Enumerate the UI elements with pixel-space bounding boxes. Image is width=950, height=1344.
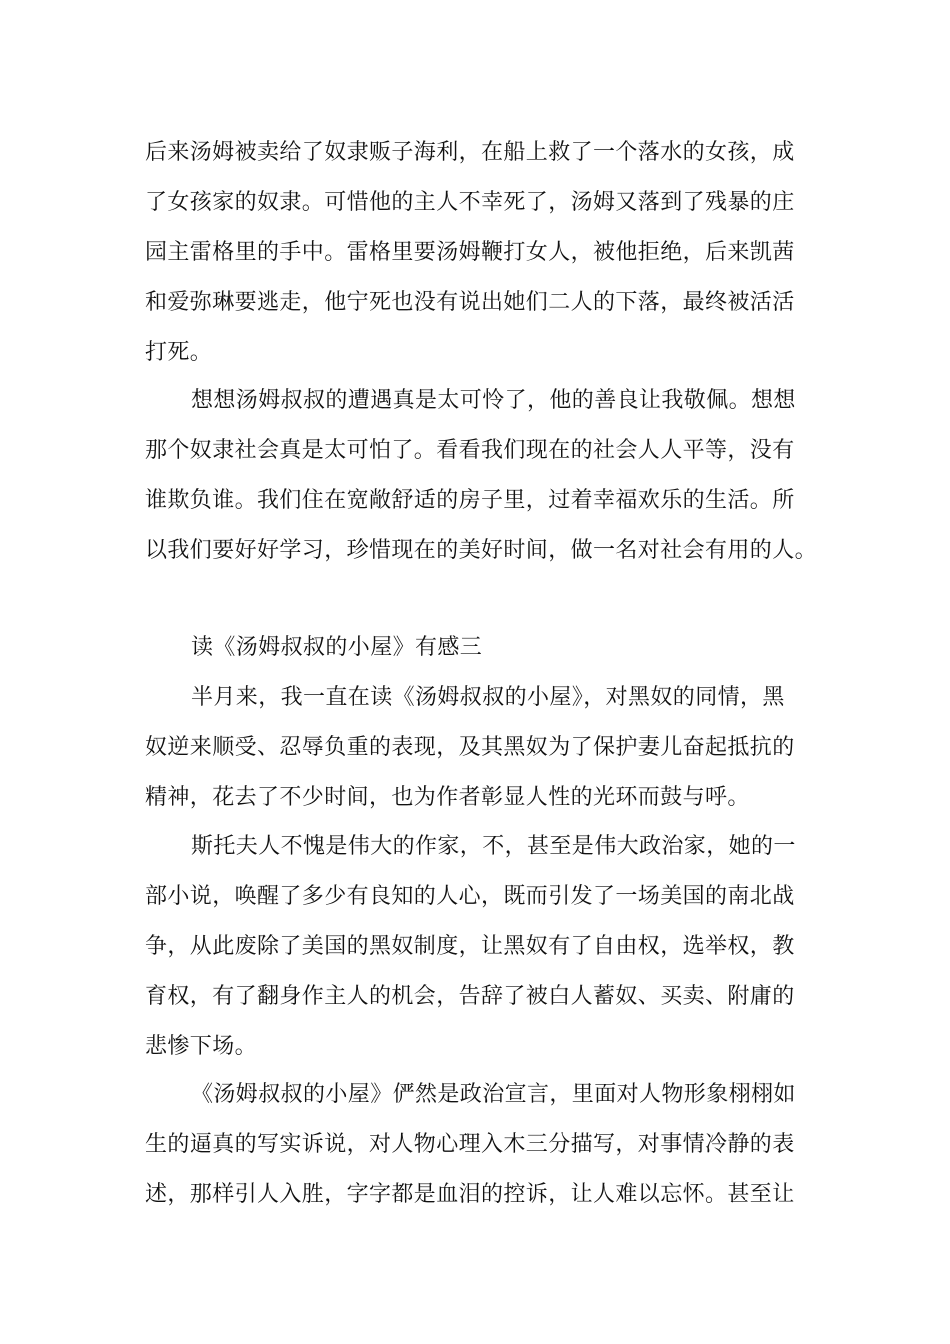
heading-text: 读《汤姆叔叔的小屋》有感三 <box>191 635 483 660</box>
text-line: 后来汤姆被卖给了奴隶贩子海利，在船上救了一个落水的女孩，成 <box>145 140 795 165</box>
text-line: 想想汤姆叔叔的遭遇真是太可怜了，他的善良让我敬佩。想想 <box>191 388 796 413</box>
paragraph-5 <box>145 1070 825 1220</box>
paragraph-2 <box>145 376 825 576</box>
text-line: 奴逆来顺受、忍辱负重的表现，及其黑奴为了保护妻儿奋起抵抗的 <box>145 735 795 760</box>
text-line: 悲惨下场。 <box>145 1034 258 1059</box>
text-line: 谁欺负谁。我们住在宽敞舒适的房子里，过着幸福欢乐的生活。所 <box>145 488 795 513</box>
text-line: 斯托夫人不愧是伟大的作家，不，甚至是伟大政治家，她的一 <box>191 834 796 859</box>
text-line: 以我们要好好学习，珍惜现在的美好时间，做一名对社会有用的人。 <box>145 538 818 563</box>
text-line: 部小说，唤醒了多少有良知的人心，既而引发了一场美国的南北战 <box>145 884 795 909</box>
text-line: 那个奴隶社会真是太可怕了。看看我们现在的社会人人平等，没有 <box>145 438 795 463</box>
text-line: 精神，花去了不少时间，也为作者彰显人性的光环而鼓与呼。 <box>145 785 750 810</box>
text-line: 半月来，我一直在读《汤姆叔叔的小屋》，对黑奴的同情，黑 <box>191 685 785 710</box>
text-line: 生的逼真的写实诉说，对人物心理入木三分描写，对事情冷静的表 <box>145 1132 795 1157</box>
text-line: 和爱弥琳要逃走，他宁死也没有说出她们二人的下落，最终被活活 <box>145 290 795 315</box>
text-line: 打死。 <box>145 340 213 365</box>
paragraph-3 <box>145 673 825 823</box>
text-line: 述，那样引人入胜，字字都是血泪的控诉，让人难以忘怀。甚至让 <box>145 1182 795 1207</box>
text-line: 了女孩家的奴隶。可惜他的主人不幸死了，汤姆又落到了残暴的庄 <box>145 190 795 215</box>
text-line: 争，从此废除了美国的黑奴制度，让黑奴有了自由权，选举权，教 <box>145 934 795 959</box>
text-line: 育权，有了翻身作主人的机会，告辞了被白人蓄奴、买卖、附庸的 <box>145 984 795 1009</box>
section-heading <box>145 623 825 673</box>
text-line: 园主雷格里的手中。雷格里要汤姆鞭打女人，被他拒绝，后来凯茜 <box>145 240 795 265</box>
paragraph-1 <box>145 128 825 378</box>
text-line: 《汤姆叔叔的小屋》俨然是政治宣言，里面对人物形象栩栩如 <box>191 1082 796 1107</box>
paragraph-4 <box>145 822 825 1072</box>
